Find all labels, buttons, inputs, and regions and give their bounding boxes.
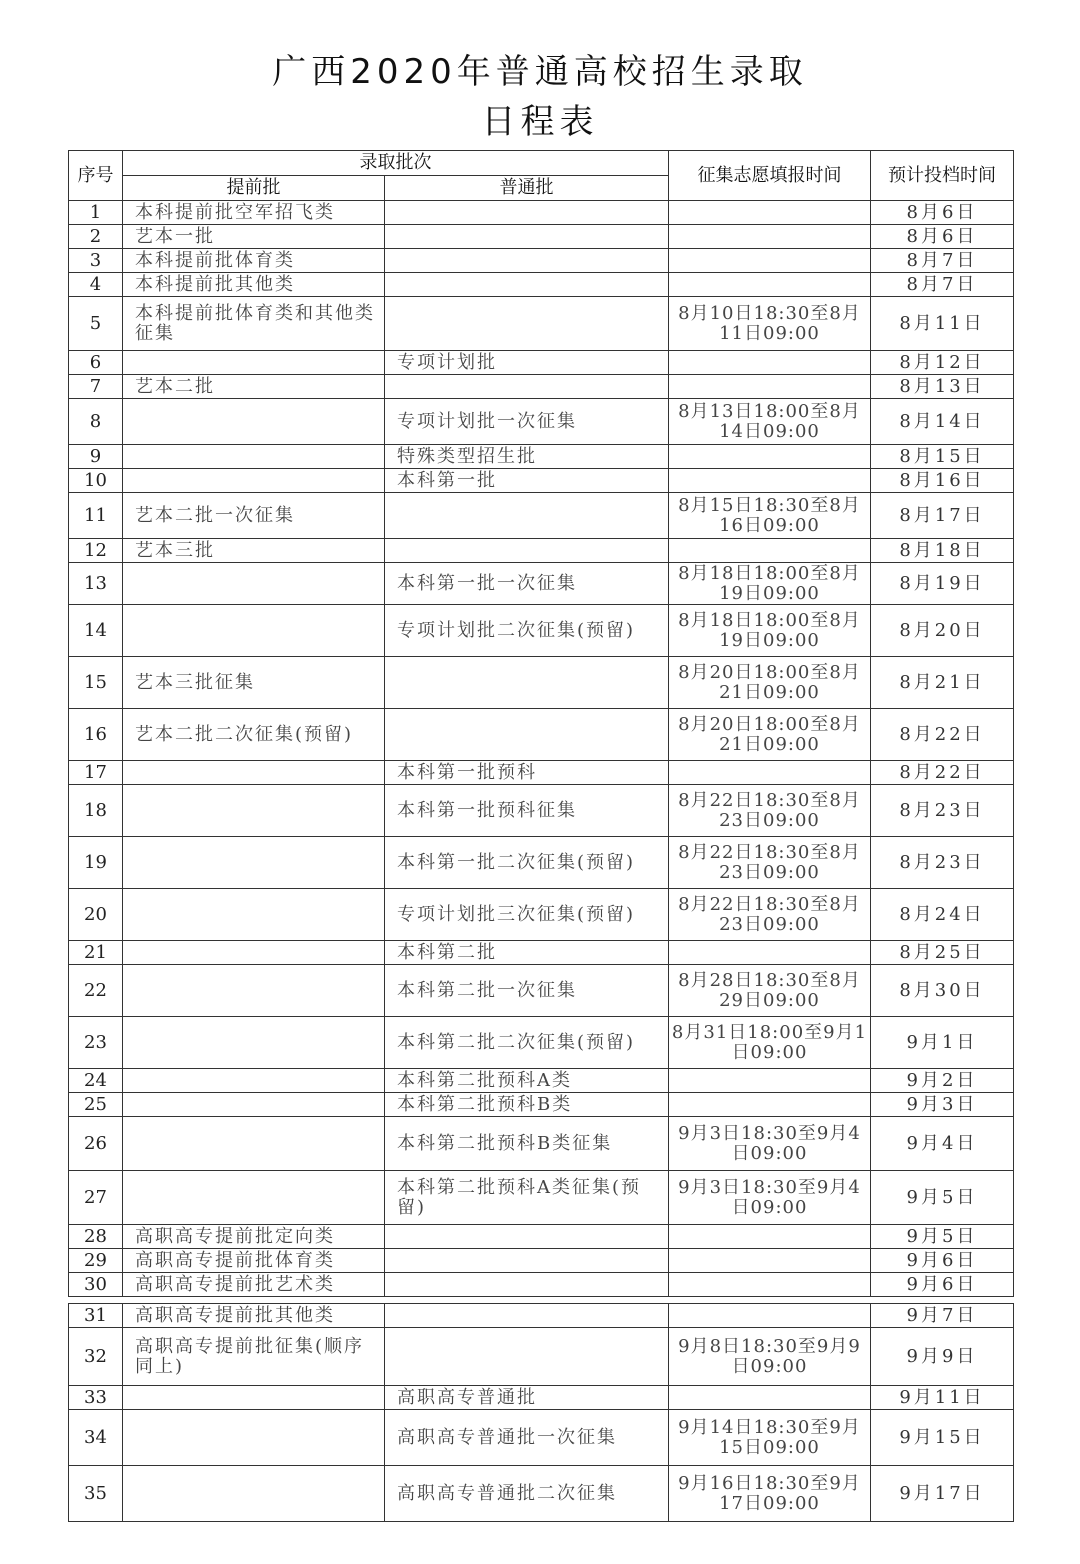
normal-batch-cell: 本科第一批: [385, 469, 669, 493]
table-row: [69, 709, 1014, 761]
normal-batch-cell: [385, 709, 669, 761]
normal-batch-cell: [385, 249, 669, 273]
normal-batch-cell: [385, 657, 669, 709]
row-number: 20: [69, 889, 123, 941]
advance-batch-cell: 本科提前批体育类: [123, 249, 385, 273]
header-batch: 录取批次: [123, 151, 669, 176]
row-number: 18: [69, 785, 123, 837]
schedule-table-continued: [68, 1303, 1014, 1522]
row-number: 32: [69, 1328, 123, 1386]
table-row: [69, 1069, 1014, 1093]
row-number: 14: [69, 605, 123, 657]
filing-date-cell: 8月12日: [871, 351, 1014, 375]
normal-batch-cell: 本科第二批预科B类征集: [385, 1117, 669, 1171]
filing-date-cell: 8月30日: [871, 965, 1014, 1017]
table-row: [69, 249, 1014, 273]
application-window-cell: [669, 1249, 871, 1273]
header-advance: 提前批: [123, 176, 385, 201]
advance-batch-cell: 艺本二批二次征集(预留): [123, 709, 385, 761]
normal-batch-cell: [385, 225, 669, 249]
table-row: [69, 469, 1014, 493]
application-window-cell: 8月10日18:30至8月11日09:00: [669, 297, 871, 351]
advance-batch-cell: 本科提前批其他类: [123, 273, 385, 297]
table-row: [69, 297, 1014, 351]
filing-date-cell: 8月7日: [871, 249, 1014, 273]
normal-batch-cell: 本科第二批一次征集: [385, 965, 669, 1017]
advance-batch-cell: 高职高专提前批艺术类: [123, 1273, 385, 1297]
application-window-cell: [669, 1304, 871, 1328]
header-normal: 普通批: [385, 176, 669, 201]
filing-date-cell: 8月23日: [871, 785, 1014, 837]
normal-batch-cell: 高职高专普通批: [385, 1386, 669, 1410]
advance-batch-cell: 艺本一批: [123, 225, 385, 249]
advance-batch-cell: [123, 445, 385, 469]
row-number: 34: [69, 1410, 123, 1466]
advance-batch-cell: [123, 965, 385, 1017]
table-row: [69, 657, 1014, 709]
application-window-cell: 8月18日18:00至8月19日09:00: [669, 563, 871, 605]
row-number: 6: [69, 351, 123, 375]
schedule-table: [68, 150, 1014, 1297]
row-number: 12: [69, 539, 123, 563]
normal-batch-cell: [385, 201, 669, 225]
advance-batch-cell: [123, 1410, 385, 1466]
filing-date-cell: 8月22日: [871, 709, 1014, 761]
application-window-cell: 8月13日18:00至8月14日09:00: [669, 399, 871, 445]
application-window-cell: [669, 225, 871, 249]
advance-batch-cell: 本科提前批空军招飞类: [123, 201, 385, 225]
advance-batch-cell: [123, 1386, 385, 1410]
normal-batch-cell: 专项计划批二次征集(预留): [385, 605, 669, 657]
row-number: 16: [69, 709, 123, 761]
table-row: [69, 225, 1014, 249]
table-row: [69, 1249, 1014, 1273]
application-window-cell: [669, 1093, 871, 1117]
row-number: 27: [69, 1171, 123, 1225]
filing-date-cell: 9月15日: [871, 1410, 1014, 1466]
application-window-cell: 8月28日18:30至8月29日09:00: [669, 965, 871, 1017]
normal-batch-cell: 本科第一批二次征集(预留): [385, 837, 669, 889]
table-row: [69, 539, 1014, 563]
filing-date-cell: 9月4日: [871, 1117, 1014, 1171]
row-number: 4: [69, 273, 123, 297]
application-window-cell: [669, 445, 871, 469]
filing-date-cell: 9月7日: [871, 1304, 1014, 1328]
table-row: [69, 1328, 1014, 1386]
filing-date-cell: 8月18日: [871, 539, 1014, 563]
advance-batch-cell: [123, 1117, 385, 1171]
row-number: 29: [69, 1249, 123, 1273]
filing-date-cell: 8月22日: [871, 761, 1014, 785]
page-subtitle: 日程表: [481, 102, 599, 142]
application-window-cell: [669, 1225, 871, 1249]
application-window-cell: 8月22日18:30至8月23日09:00: [669, 837, 871, 889]
table-row: [69, 493, 1014, 539]
normal-batch-cell: 高职高专普通批一次征集: [385, 1410, 669, 1466]
normal-batch-cell: [385, 1249, 669, 1273]
application-window-cell: 9月14日18:30至9月15日09:00: [669, 1410, 871, 1466]
filing-date-cell: 9月11日: [871, 1386, 1014, 1410]
filing-date-cell: 9月5日: [871, 1225, 1014, 1249]
advance-batch-cell: 艺本二批一次征集: [123, 493, 385, 539]
filing-date-cell: 8月6日: [871, 201, 1014, 225]
advance-batch-cell: [123, 351, 385, 375]
advance-batch-cell: 高职高专提前批定向类: [123, 1225, 385, 1249]
application-window-cell: 8月20日18:00至8月21日09:00: [669, 709, 871, 761]
row-number: 15: [69, 657, 123, 709]
table-row: [69, 1304, 1014, 1328]
filing-date-cell: 8月6日: [871, 225, 1014, 249]
row-number: 28: [69, 1225, 123, 1249]
filing-date-cell: 8月11日: [871, 297, 1014, 351]
filing-date-cell: 8月19日: [871, 563, 1014, 605]
header-no: 序号: [69, 151, 123, 201]
advance-batch-cell: [123, 1069, 385, 1093]
filing-date-cell: 8月25日: [871, 941, 1014, 965]
table-row: [69, 965, 1014, 1017]
advance-batch-cell: [123, 1093, 385, 1117]
filing-date-cell: 9月3日: [871, 1093, 1014, 1117]
table-row: [69, 1017, 1014, 1069]
table-row: [69, 761, 1014, 785]
table-row: [69, 605, 1014, 657]
application-window-cell: [669, 469, 871, 493]
application-window-cell: 9月3日18:30至9月4日09:00: [669, 1171, 871, 1225]
filing-date-cell: 8月17日: [871, 493, 1014, 539]
table-row: [69, 399, 1014, 445]
row-number: 30: [69, 1273, 123, 1297]
header-window: 征集志愿填报时间: [669, 151, 871, 201]
application-window-cell: [669, 351, 871, 375]
advance-batch-cell: [123, 837, 385, 889]
table-row: [69, 1410, 1014, 1466]
advance-batch-cell: [123, 889, 385, 941]
filing-date-cell: 8月23日: [871, 837, 1014, 889]
filing-date-cell: 8月7日: [871, 273, 1014, 297]
table-row: [69, 1466, 1014, 1522]
row-number: 22: [69, 965, 123, 1017]
application-window-cell: 8月22日18:30至8月23日09:00: [669, 785, 871, 837]
filing-date-cell: 8月15日: [871, 445, 1014, 469]
table-row: [69, 837, 1014, 889]
table-row: [69, 1171, 1014, 1225]
advance-batch-cell: [123, 1017, 385, 1069]
advance-batch-cell: 高职高专提前批体育类: [123, 1249, 385, 1273]
advance-batch-cell: 艺本三批: [123, 539, 385, 563]
table-row: [69, 375, 1014, 399]
application-window-cell: 8月15日18:30至8月16日09:00: [669, 493, 871, 539]
advance-batch-cell: [123, 785, 385, 837]
advance-batch-cell: [123, 399, 385, 445]
row-number: 35: [69, 1466, 123, 1522]
row-number: 9: [69, 445, 123, 469]
table-row: [69, 445, 1014, 469]
filing-date-cell: 8月16日: [871, 469, 1014, 493]
normal-batch-cell: 本科第二批预科A类征集(预留): [385, 1171, 669, 1225]
table-row: [69, 1225, 1014, 1249]
advance-batch-cell: 艺本二批: [123, 375, 385, 399]
row-number: 13: [69, 563, 123, 605]
normal-batch-cell: 本科第二批预科B类: [385, 1093, 669, 1117]
application-window-cell: 9月3日18:30至9月4日09:00: [669, 1117, 871, 1171]
filing-date-cell: 9月2日: [871, 1069, 1014, 1093]
filing-date-cell: 8月13日: [871, 375, 1014, 399]
application-window-cell: 8月18日18:00至8月19日09:00: [669, 605, 871, 657]
table-row: [69, 1386, 1014, 1410]
normal-batch-cell: [385, 1304, 669, 1328]
advance-batch-cell: [123, 469, 385, 493]
application-window-cell: [669, 941, 871, 965]
normal-batch-cell: [385, 493, 669, 539]
table-row: [69, 1093, 1014, 1117]
normal-batch-cell: [385, 297, 669, 351]
application-window-cell: [669, 201, 871, 225]
table-row: [69, 273, 1014, 297]
row-number: 25: [69, 1093, 123, 1117]
table-row: [69, 563, 1014, 605]
table-row: [69, 785, 1014, 837]
row-number: 26: [69, 1117, 123, 1171]
filing-date-cell: 9月17日: [871, 1466, 1014, 1522]
normal-batch-cell: 本科第一批预科征集: [385, 785, 669, 837]
application-window-cell: 9月8日18:30至9月9日09:00: [669, 1328, 871, 1386]
filing-date-cell: 8月14日: [871, 399, 1014, 445]
filing-date-cell: 9月9日: [871, 1328, 1014, 1386]
application-window-cell: [669, 273, 871, 297]
application-window-cell: [669, 375, 871, 399]
table-row: [69, 941, 1014, 965]
application-window-cell: [669, 539, 871, 563]
filing-date-cell: 8月24日: [871, 889, 1014, 941]
row-number: 1: [69, 201, 123, 225]
application-window-cell: [669, 1273, 871, 1297]
row-number: 23: [69, 1017, 123, 1069]
advance-batch-cell: [123, 1171, 385, 1225]
advance-batch-cell: [123, 1466, 385, 1522]
row-number: 11: [69, 493, 123, 539]
header-date: 预计投档时间: [871, 151, 1014, 201]
filing-date-cell: 9月6日: [871, 1273, 1014, 1297]
normal-batch-cell: [385, 375, 669, 399]
filing-date-cell: 8月20日: [871, 605, 1014, 657]
row-number: 24: [69, 1069, 123, 1093]
application-window-cell: 9月16日18:30至9月17日09:00: [669, 1466, 871, 1522]
normal-batch-cell: 专项计划批一次征集: [385, 399, 669, 445]
normal-batch-cell: 本科第二批二次征集(预留): [385, 1017, 669, 1069]
advance-batch-cell: 高职高专提前批征集(顺序同上): [123, 1328, 385, 1386]
advance-batch-cell: [123, 761, 385, 785]
application-window-cell: [669, 761, 871, 785]
normal-batch-cell: [385, 1328, 669, 1386]
advance-batch-cell: 高职高专提前批其他类: [123, 1304, 385, 1328]
normal-batch-cell: 专项计划批: [385, 351, 669, 375]
advance-batch-cell: [123, 941, 385, 965]
normal-batch-cell: [385, 1225, 669, 1249]
normal-batch-cell: 本科第一批预科: [385, 761, 669, 785]
page-title: 广西2020年普通高校招生录取: [272, 52, 808, 92]
table-row: [69, 1273, 1014, 1297]
table-row: [69, 1117, 1014, 1171]
normal-batch-cell: [385, 539, 669, 563]
row-number: 21: [69, 941, 123, 965]
normal-batch-cell: 本科第一批一次征集: [385, 563, 669, 605]
row-number: 2: [69, 225, 123, 249]
application-window-cell: [669, 1386, 871, 1410]
application-window-cell: 8月31日18:00至9月1日09:00: [669, 1017, 871, 1069]
table-row: [69, 351, 1014, 375]
normal-batch-cell: 本科第二批: [385, 941, 669, 965]
table-row: [69, 889, 1014, 941]
advance-batch-cell: 本科提前批体育类和其他类征集: [123, 297, 385, 351]
filing-date-cell: 9月5日: [871, 1171, 1014, 1225]
normal-batch-cell: [385, 273, 669, 297]
filing-date-cell: 9月6日: [871, 1249, 1014, 1273]
row-number: 5: [69, 297, 123, 351]
row-number: 10: [69, 469, 123, 493]
row-number: 3: [69, 249, 123, 273]
advance-batch-cell: 艺本三批征集: [123, 657, 385, 709]
application-window-cell: [669, 1069, 871, 1093]
normal-batch-cell: 专项计划批三次征集(预留): [385, 889, 669, 941]
normal-batch-cell: [385, 1273, 669, 1297]
advance-batch-cell: [123, 605, 385, 657]
row-number: 31: [69, 1304, 123, 1328]
advance-batch-cell: [123, 563, 385, 605]
normal-batch-cell: 高职高专普通批二次征集: [385, 1466, 669, 1522]
application-window-cell: [669, 249, 871, 273]
row-number: 7: [69, 375, 123, 399]
table-row: [69, 201, 1014, 225]
row-number: 8: [69, 399, 123, 445]
filing-date-cell: 8月21日: [871, 657, 1014, 709]
normal-batch-cell: 本科第二批预科A类: [385, 1069, 669, 1093]
row-number: 17: [69, 761, 123, 785]
row-number: 19: [69, 837, 123, 889]
application-window-cell: 8月20日18:00至8月21日09:00: [669, 657, 871, 709]
row-number: 33: [69, 1386, 123, 1410]
filing-date-cell: 9月1日: [871, 1017, 1014, 1069]
application-window-cell: 8月22日18:30至8月23日09:00: [669, 889, 871, 941]
normal-batch-cell: 特殊类型招生批: [385, 445, 669, 469]
